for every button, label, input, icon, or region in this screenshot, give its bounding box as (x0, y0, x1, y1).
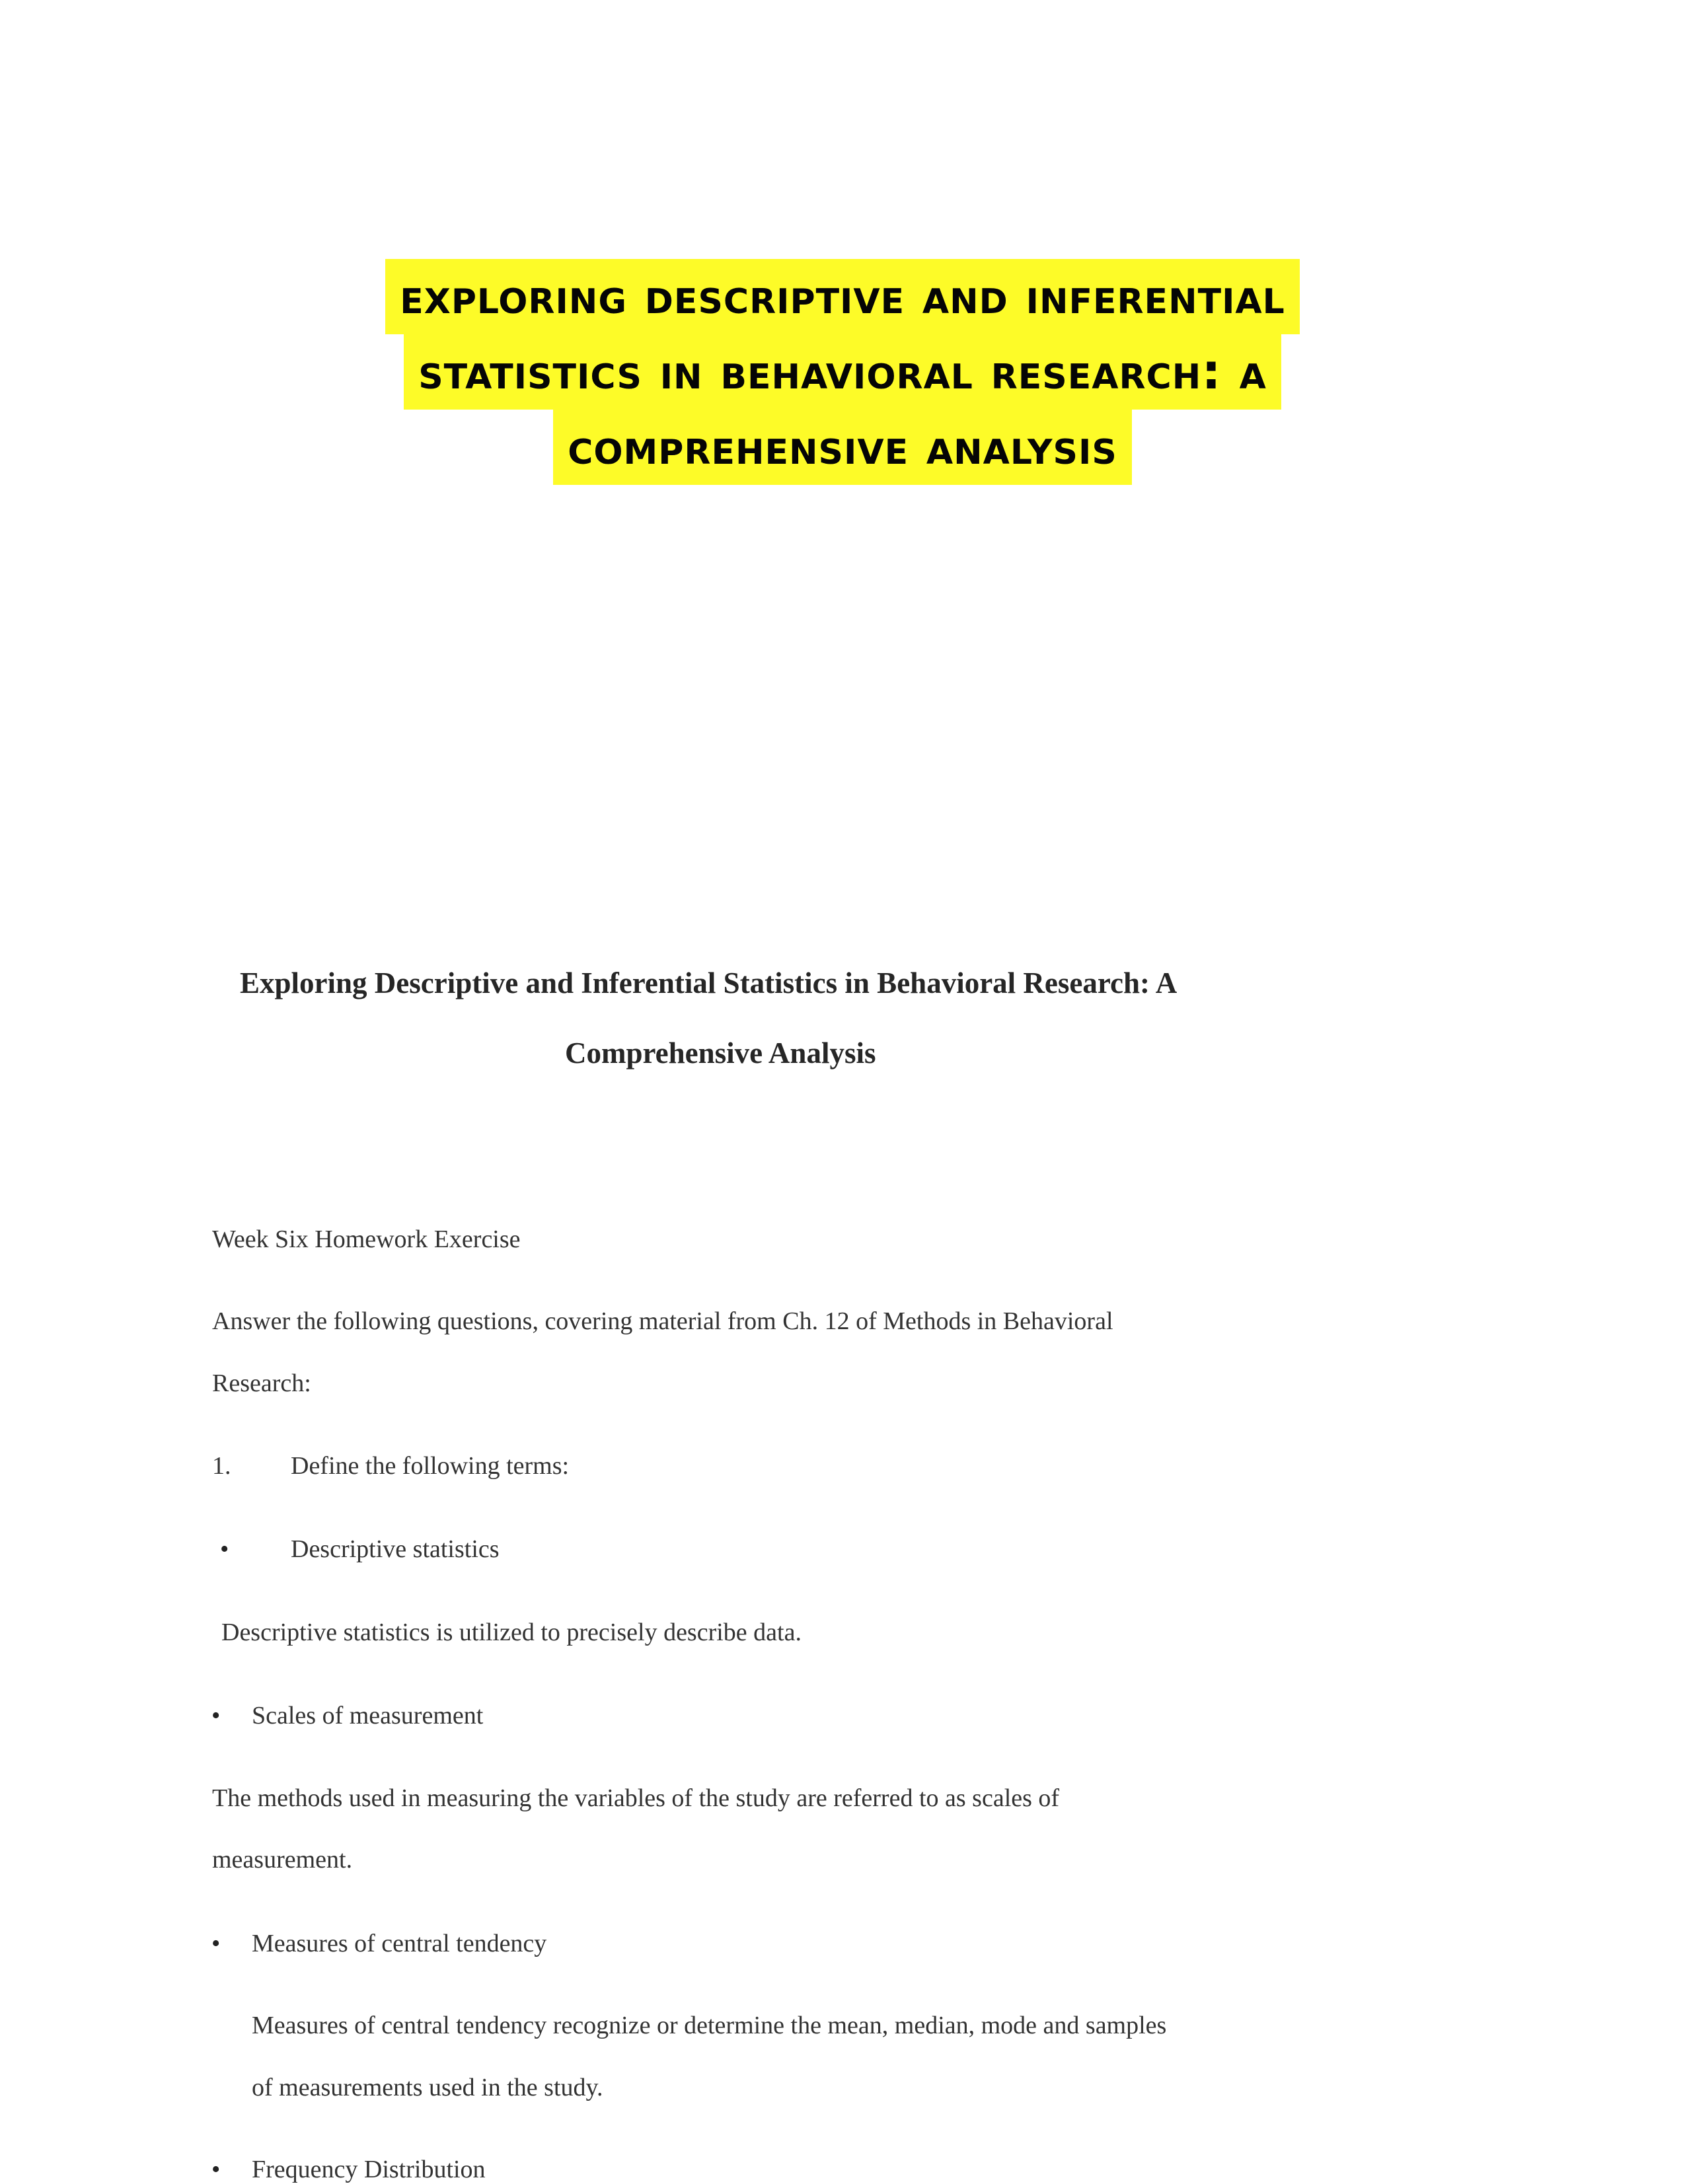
question-text: Define the following terms: (291, 1452, 570, 1480)
document-title-line-2: Comprehensive Analysis (565, 1037, 876, 1070)
bullet-icon: • (211, 2156, 221, 2183)
term-descriptive-statistics: Descriptive statistics (291, 1535, 500, 1563)
intro-line-2: Research: (212, 1369, 311, 1397)
bullet-icon: • (211, 1930, 221, 1957)
bullet-icon: • (220, 1535, 229, 1563)
bullet-icon: • (211, 1702, 221, 1729)
highlighted-title-banner (0, 259, 1685, 485)
document-title-line-1: Exploring Descriptive and Inferential Statistics in Behavioral Research: A (240, 966, 1178, 1000)
intro-line-1: Answer the following questions, covering material from Ch. 12 of Methods in Behavioral (212, 1307, 1113, 1335)
definition-scales-line-1: The methods used in measuring the variables of the study are referred to as scales of (212, 1784, 1060, 1812)
term-central-tendency: Measures of central tendency (252, 1930, 547, 1957)
definition-central-tendency-line-2: of measurements used in the study. (252, 2074, 603, 2101)
definition-scales-line-2: measurement. (212, 1846, 353, 1874)
term-scales-of-measurement: Scales of measurement (252, 1702, 484, 1729)
section-heading: Week Six Homework Exercise (212, 1225, 521, 1253)
definition-descriptive-statistics: Descriptive statistics is utilized to precisely describe data. (221, 1619, 802, 1646)
banner-title-line-3: comprehensive analysis (553, 410, 1132, 485)
banner-title-line-1: exploring descriptive and inferential (385, 259, 1300, 334)
banner-title-line-2: statistics in behavioral research: a (404, 334, 1281, 410)
definition-central-tendency-line-1: Measures of central tendency recognize or determine the mean, median, mode and samples (252, 2012, 1167, 2039)
term-frequency-distribution: Frequency Distribution (252, 2156, 486, 2183)
question-number: 1. (212, 1452, 231, 1480)
